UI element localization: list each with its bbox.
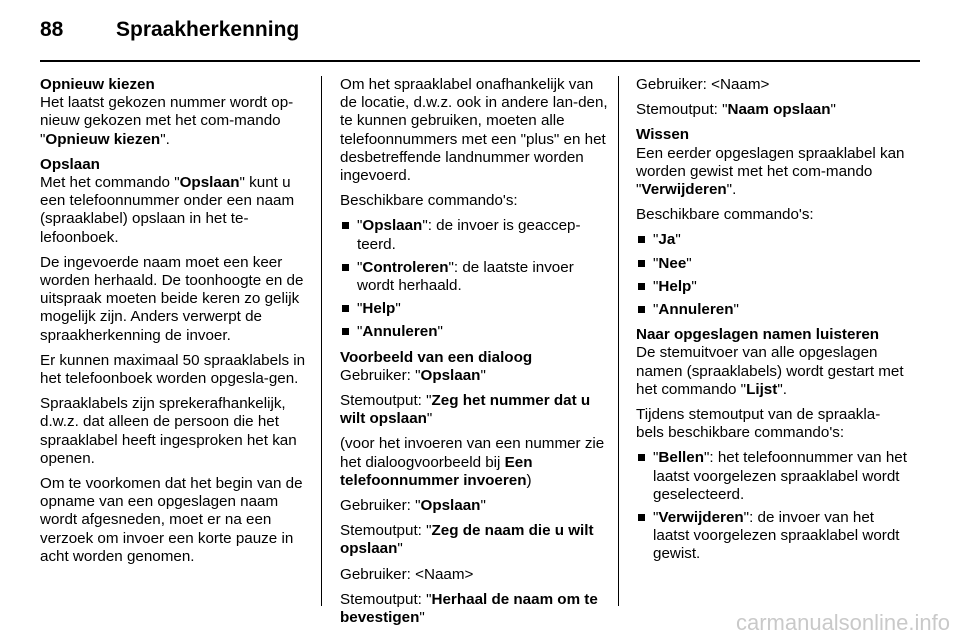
- paragraph: Met het commando "Opslaan" kunt u een telefoonnummer onder een naam (spraaklabel) opslaan in het te-lefoonboek.: [40, 174, 295, 246]
- list-item: "Opslaan": de invoer is geaccep-teerd.: [340, 217, 612, 253]
- section-heading: Voorbeeld van een dialoog: [340, 348, 533, 366]
- section-heading: Opslaan: [40, 155, 100, 173]
- paragraph: Spraaklabels zijn sprekerafhankelijk, d.w.z. dat alleen de persoon die het spraaklabel heeft ingesproken het kan openen.: [40, 395, 297, 467]
- list-item: "Nee": [636, 255, 908, 273]
- paragraph: Beschikbare commando's:: [340, 192, 518, 210]
- section-opnieuw-kiezen: [40, 76, 312, 149]
- dialog-line: Stemoutput: "Herhaal de naam om te bevestigen": [340, 590, 598, 627]
- dialog-line: Stemoutput: "Zeg het nummer dat u wilt opslaan": [340, 392, 591, 428]
- dialog-line: Gebruiker: <Naam>: [636, 76, 770, 93]
- list-item: "Controleren": de laatste invoer wordt herhaald.: [340, 259, 612, 295]
- list-item: "Annuleren": [636, 301, 908, 319]
- paragraph: De stemuitvoer van alle opgeslagen namen (spraaklabels) wordt gestart met het commando "Lijst".: [636, 344, 904, 398]
- dialog-line: Gebruiker: "Opslaan": [340, 366, 486, 384]
- section-heading: Naar opgeslagen namen luisteren: [636, 326, 880, 344]
- dialog-line: Gebruiker: <Naam>: [340, 565, 474, 583]
- list-item: "Help": [340, 300, 612, 318]
- paragraph: Er kunnen maximaal 50 spraaklabels in het telefoonboek worden opgesla-gen.: [40, 351, 306, 388]
- page-number: 88: [40, 18, 64, 41]
- page-title: Spraakherkenning: [116, 18, 300, 41]
- list-item: "Bellen": het telefoonnummer van het laatst voorgelezen spraaklabel wordt geselecteerd.: [636, 449, 908, 504]
- paragraph: Om het spraaklabel onafhankelijk van de locatie, d.w.z. ook in andere lan-den, te kunnen gebruiken, moeten alle telefoonnummers met een "plus" en het desbetreffende landnummer worden ingevoerd.: [340, 76, 608, 185]
- command-list: [636, 449, 908, 563]
- command-list: [636, 231, 908, 319]
- section-wissen: [636, 126, 908, 199]
- list-item: "Verwijderen": de invoer van het laatst voorgelezen spraaklabel wordt gewist.: [636, 509, 908, 564]
- paragraph: De ingevoerde naam moet een keer worden herhaald. De toonhoogte en de uitspraak moeten beide keren zo gelijk mogelijk zijn. Anders verwerpt de spraakherkenning de invoer.: [40, 253, 304, 344]
- column-divider-2: [618, 76, 619, 606]
- dialog-line: Stemoutput: "Naam opslaan": [636, 101, 836, 119]
- section-heading: Wissen: [636, 126, 690, 144]
- dialog-line: Gebruiker: "Opslaan": [340, 497, 486, 515]
- dialog-line: (voor het invoeren van een nummer zie het dialoogvoorbeeld bij Een telefoonnummer invoeren): [340, 435, 605, 489]
- column-2: [340, 76, 612, 634]
- dialog-line: Stemoutput: "Zeg de naam die u wilt opslaan": [340, 522, 594, 558]
- header-rule: [40, 60, 920, 62]
- column-1: [40, 76, 312, 573]
- section-luisteren: [636, 326, 908, 399]
- section-heading: Opnieuw kiezen: [40, 76, 155, 93]
- watermark: carmanualsonline.info: [735, 610, 950, 635]
- paragraph: Om te voorkomen dat het begin van de opname van een opgeslagen naam wordt afgesneden, moet er na een verzoek om invoer een korte pauze in acht worden genomen.: [40, 475, 303, 565]
- paragraph: Beschikbare commando's:: [636, 206, 814, 224]
- paragraph: Een eerder opgeslagen spraaklabel kan worden gewist met het com-mando "Verwijderen".: [636, 144, 905, 199]
- command-list: [340, 217, 612, 341]
- column-divider-1: [321, 76, 322, 606]
- paragraph: Tijdens stemoutput van de spraakla-bels beschikbare commando's:: [636, 406, 881, 442]
- list-item: "Ja": [636, 231, 908, 249]
- section-opslaan: [40, 156, 312, 247]
- list-item: "Help": [636, 278, 908, 296]
- column-3: [636, 76, 908, 571]
- paragraph: Het laatst gekozen nummer wordt op-nieuw gekozen met het com-mando "Opnieuw kiezen".: [40, 94, 294, 148]
- list-item: "Annuleren": [340, 323, 612, 341]
